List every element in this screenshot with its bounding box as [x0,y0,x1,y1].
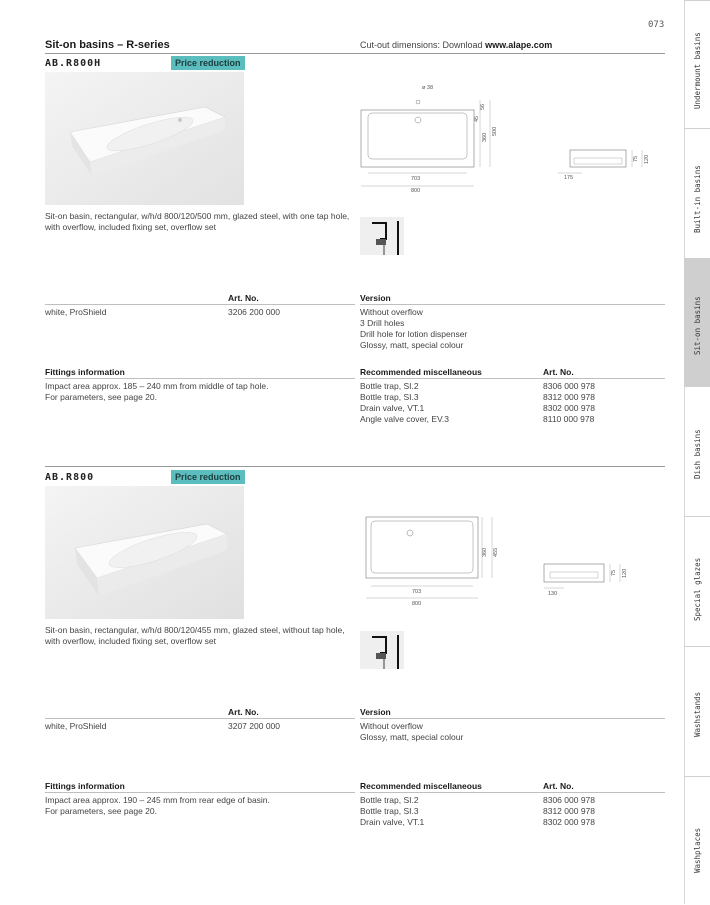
sidebar-tab-sit-on[interactable] [684,258,710,387]
page-title: Sit-on basins – R-series [45,39,170,51]
cutout-text: Cut-out dimensions: Download [360,40,486,50]
sidebar-tab-undermount[interactable] [684,0,710,129]
version-item: Without overflow [360,307,423,317]
wall-mount-icon [360,631,404,669]
dim-w1: 703 [412,589,422,595]
misc-header: Recommended miscellaneous [360,367,482,377]
dim-d1: 56 [480,103,486,110]
misc-arts [543,381,595,425]
fittings-rule [45,378,355,379]
product-code: AB.R800H [45,58,102,69]
fittings-line: Impact area approx. 190 – 245 mm from rear edge of basin. [45,795,270,805]
dim-w2: 800 [411,188,421,194]
version-item: Glossy, matt, special colour [360,732,464,742]
price-reduction-badge: Price reduction [171,56,245,70]
dim-s1: 175 [564,175,574,181]
fittings-rule [45,792,355,793]
misc-item-art: 8110 000 978 [543,414,595,424]
dim-w2: 800 [412,601,422,607]
page-number: 073 [648,20,665,30]
cutout-note [360,40,552,50]
misc-item-art: 8306 000 978 [543,381,595,391]
table-rule [45,304,355,305]
sidebar-tab-label: Washstands [693,691,702,737]
misc-header: Recommended miscellaneous [360,781,482,791]
misc-item-name: Bottle trap, SI.2 [360,795,419,805]
sidebar-tab-built-in[interactable] [684,128,710,259]
sidebar-tab-washplaces[interactable] [684,776,710,905]
basin-photo-illustration [45,72,244,205]
misc-item-name: Bottle trap, SI.3 [360,392,419,402]
cutout-link[interactable]: www.alape.com [485,40,553,50]
misc-rule [360,378,665,379]
sidebar-tab-special-glazes[interactable] [684,516,710,647]
dim-w1: 703 [411,176,421,182]
art-no-header: Art. No. [228,293,259,303]
dim-h2: 120 [622,568,628,578]
product-description: Sit-on basin, rectangular, w/h/d 800/120/455 mm, glazed steel, without tap hole, with overflow, included fixing set, overflow set [45,625,345,646]
version-rule [360,304,665,305]
dim-h1: 75 [611,569,617,576]
technical-drawing-top [358,80,498,195]
dim-d4: 455 [493,547,499,557]
misc-art-header: Art. No. [543,781,574,791]
header-rule [45,53,665,54]
dim-s1: 130 [548,591,558,597]
misc-art-header: Art. No. [543,367,574,377]
sidebar-tab-label: Washplaces [693,827,702,873]
sidebar-tab-washstands[interactable] [684,646,710,777]
article-number: 3206 200 000 [228,307,280,317]
version-header: Version [360,293,391,303]
misc-item-name: Bottle trap, SI.2 [360,381,419,391]
sidebar-tab-label: Special glazes [693,557,702,621]
sidebar-tab-label: Built-in basins [693,165,702,233]
version-rule [360,718,665,719]
fittings-header: Fittings information [45,781,125,791]
version-item: Without overflow [360,721,423,731]
product-photo [45,486,244,619]
version-item: Drill hole for lotion dispenser [360,329,468,339]
art-no-header: Art. No. [228,707,259,717]
wall-mount-icon [360,217,404,255]
version-item: 3 Drill holes [360,318,405,328]
table-rule [45,718,355,719]
dim-tap: ø 38 [422,85,434,91]
misc-rule [360,792,665,793]
misc-item-art: 8302 000 978 [543,817,595,827]
technical-drawing-side [540,562,640,600]
variant-label: white, ProShield [45,307,107,317]
product-photo [45,72,244,205]
misc-item-art: 8312 000 978 [543,806,595,816]
dim-d3: 360 [482,547,488,557]
dim-d2: 45 [474,115,480,122]
mounting-icon [360,631,404,669]
dim-d3: 360 [482,132,488,142]
sidebar-tab-label: Undermount basins [693,32,702,109]
misc-arts [543,795,595,828]
fittings-line: Impact area approx. 185 – 240 mm from middle of tap hole. [45,381,269,391]
misc-item-name: Drain valve, VT.1 [360,403,425,413]
misc-item-name: Bottle trap, SI.3 [360,806,419,816]
basin-photo-illustration [45,486,244,619]
misc-item-art: 8302 000 978 [543,403,595,413]
misc-item-name: Drain valve, VT.1 [360,817,425,827]
price-reduction-badge: Price reduction [171,470,245,484]
fittings-text [45,381,268,403]
fittings-line: For parameters, see page 20. [45,806,157,816]
technical-drawing-side [556,148,660,183]
version-list [360,307,467,351]
misc-item-art: 8306 000 978 [543,795,595,805]
sidebar-tab-label: Sit-on basins [693,296,702,355]
misc-item-name: Angle valve cover, EV.3 [360,414,449,424]
section-divider [45,466,665,467]
mounting-icon [360,217,404,255]
article-number: 3207 200 000 [228,721,280,731]
dim-h2: 120 [644,154,650,164]
sidebar-tab-label: Dish basins [693,429,702,479]
version-header: Version [360,707,391,717]
misc-names [360,795,424,828]
variant-label: white, ProShield [45,721,107,731]
fittings-header: Fittings information [45,367,125,377]
product-code: AB.R800 [45,472,95,483]
product-description: Sit-on basin, rectangular, w/h/d 800/120/500 mm, glazed steel, with one tap hole, with overflow, included fixing set, overflow set [45,211,350,232]
sidebar-tab-dish[interactable] [684,386,710,517]
fittings-line: For parameters, see page 20. [45,392,157,402]
misc-names [360,381,449,425]
version-list [360,721,463,743]
fittings-text [45,795,270,817]
misc-item-art: 8312 000 978 [543,392,595,402]
dim-h1: 75 [633,155,639,162]
dim-d4: 500 [492,126,498,136]
technical-drawing-top [358,515,508,610]
version-item: Glossy, matt, special colour [360,340,464,350]
